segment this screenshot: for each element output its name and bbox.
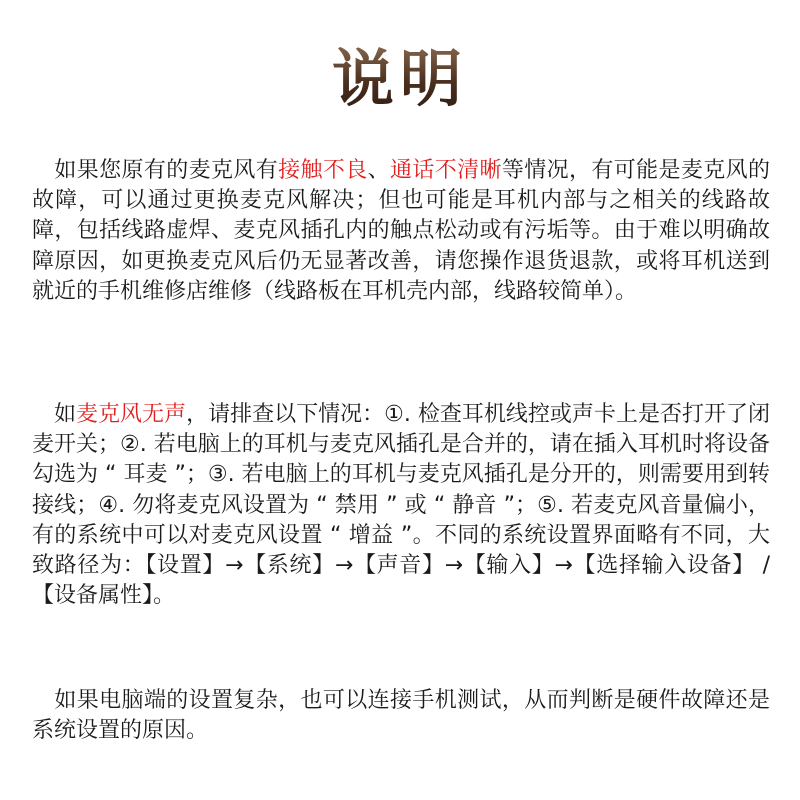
- paragraph-no-sound-troubleshooting: [32, 400, 770, 611]
- text-segment: ，请排查以下情况：①. 检查耳机线控或声卡上是否打开了闭麦开关；②. 若电脑上的耳机与麦克风插孔是合并的，请在插入耳机时将设备勾选为 “ 耳麦 ”；③. 若电脑上的耳机与麦克风插孔是分开的，则需要用到转接线；④. 勿将麦克风设置为 “ 禁用 ” 或 “ 静音 ”；⑤. 若麦克风音量偏小，有的系统中可以对麦克风设置 “ 增益 ”。不同的系统设置界面略有不同，大致路径为：【设置】→【系统】→【声音】→【输入】→【选择输入设备】 / 【设备属性】。: [32, 402, 770, 609]
- highlight-poor-contact: 接触不良: [278, 158, 368, 183]
- paragraph-indent: [32, 688, 54, 713]
- text-segment: 如果您原有的麦克风有: [54, 158, 279, 183]
- text-segment: 、: [367, 158, 390, 183]
- text-segment: 如果电脑端的设置复杂，也可以连接手机测试，从而判断是硬件故障还是系统设置的原因。: [32, 688, 770, 744]
- page-title: 说明: [0, 42, 800, 116]
- paragraph-microphone-fault: [32, 156, 770, 307]
- paragraph-phone-test: [32, 686, 770, 746]
- text-segment: 如: [54, 402, 77, 427]
- text-segment: 等情况，有可能是麦克风的故障，可以通过更换麦克风解决；但也可能是耳机内部与之相关的线路故障，包括线路虚焊、麦克风插孔内的触点松动或有污垢等。由于难以明确故障原因，如更换麦克风后仍无显著改善，请您操作退货退款，或将耳机送到就近的手机维修店维修（线路板在耳机壳内部，线路较简单）。: [32, 158, 770, 304]
- highlight-mic-no-sound: 麦克风无声: [76, 402, 187, 427]
- paragraph-indent: [32, 402, 54, 427]
- paragraph-indent: [32, 158, 54, 183]
- highlight-unclear-call: 通话不清晰: [389, 158, 502, 183]
